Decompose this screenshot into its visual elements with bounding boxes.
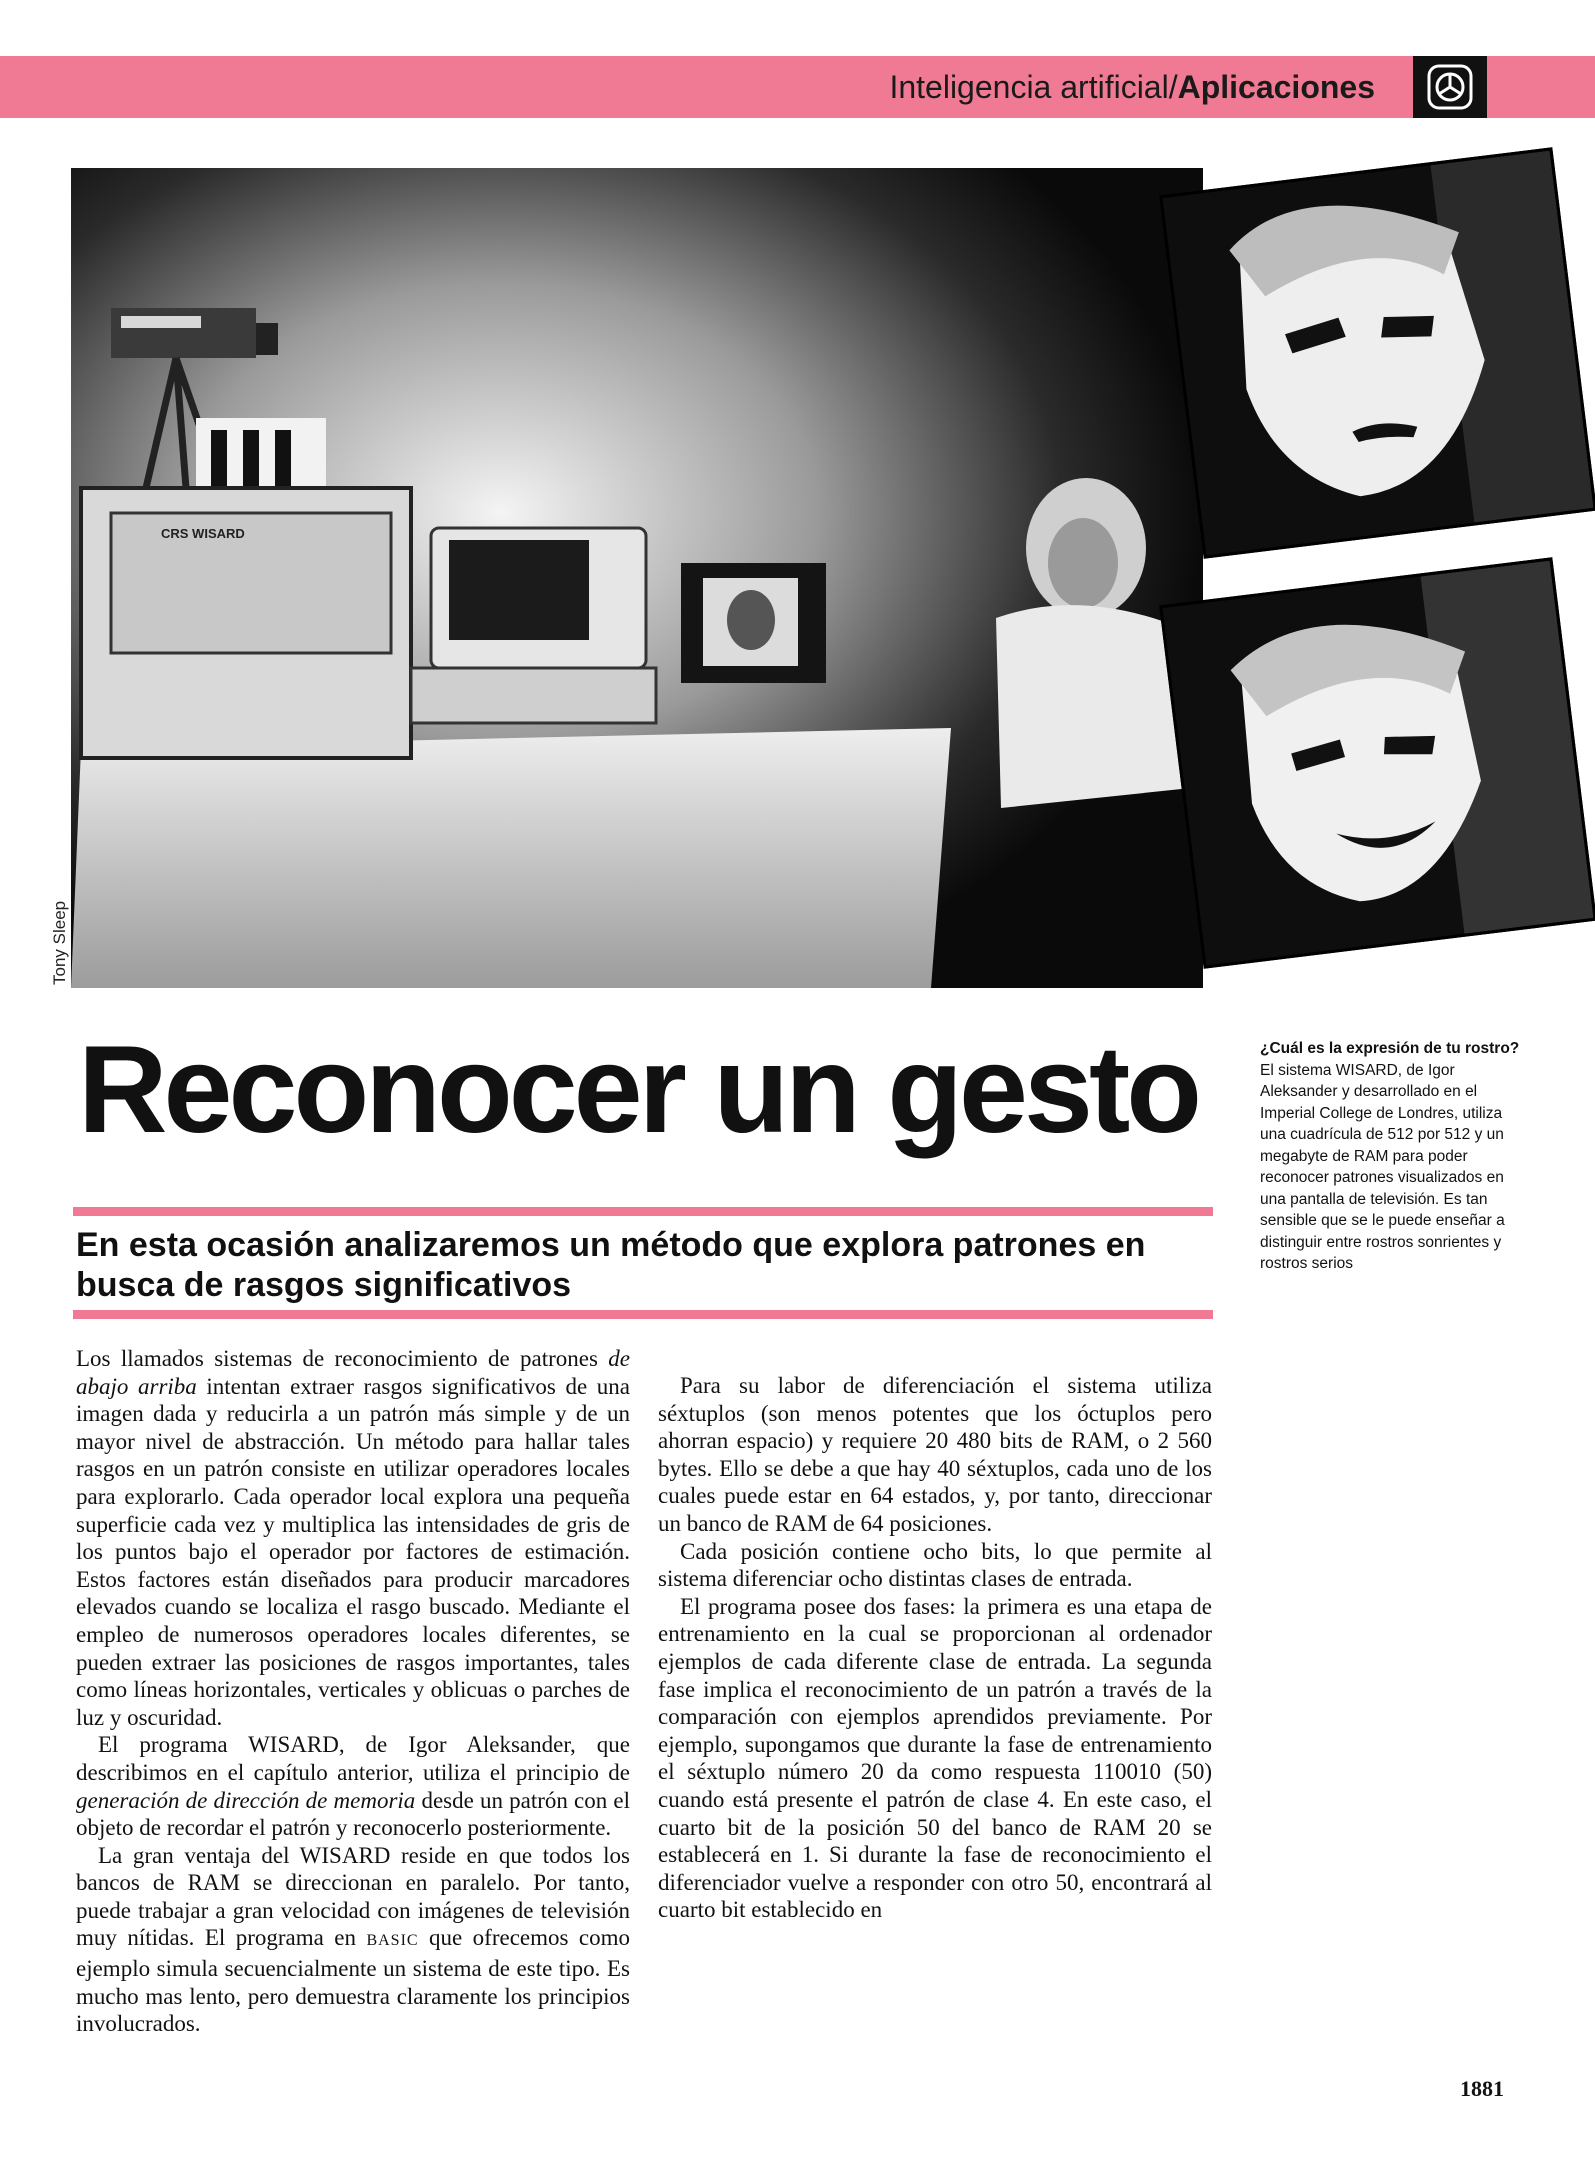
body-paragraph-1: Los llamados sistemas de reconocimiento de patrones de abajo arriba intentan extraer rasgos significativos de una imagen dada y reducirla a un patrón más simple y de un mayor nivel de abstracción. Un método para hallar tales rasgos en un patrón consiste en utilizar operadores locales para explorarlo. Cada operador local explora una pequeña superficie cada vez y multiplica las intensidades de gris de los puntos bajo el operador por factores de estimación. Estos factores están diseñados para producir marcadores elevados cuando se localiza el rasgo buscado. Mediante el empleo de numerosos operadores locales diferentes, se pueden extraer las posiciones de rasgos importantes, tales como líneas horizontales, verticales y oblicuas o parches de luz y oscuridad.	[76, 1346, 630, 1730]
section-name: Inteligencia artificial/	[889, 69, 1178, 105]
body-paragraph-3: La gran ventaja del WISARD reside en que todos los bancos de RAM se direccionan en paralelo. Por tanto, puede trabajar a gran velocidad con imágenes de televisión muy nítidas. El programa en BASIC que ofrecemos como ejemplo simula secuencialmente un sistema de este tipo. Es mucho mas lento, pero demuestra claramente los principios involucrados.	[76, 1842, 630, 2037]
photo-credit: Tony Sleep	[50, 900, 69, 985]
body-paragraph-4: Para su labor de diferenciación el sistema utiliza séxtuplos (son menos potentes que los óctuplos pero ahorran espacio) y requiere 20 480 bits de RAM, o 2 560 bytes. Ello se debe a que hay 40 séxtuplos, cada uno de los cuales puede estar en 64 estados, y, por tanto, direccionar un banco de RAM de 64 posiciones.	[658, 1373, 1212, 1536]
article-subtitle: En esta ocasión analizaremos un método que explora patrones en busca de rasgos significativos	[76, 1226, 1146, 1304]
photo-caption	[1260, 1038, 1520, 1275]
body-paragraph-6: El programa posee dos fases: la primera es una etapa de entrenamiento en la cual se proporcionan al ordenador ejemplos de cada diferente clase de entrada. La segunda fase implica el reconocimiento de un patrón a través de la comparación con ejemplos aprendidos previamente. Por ejemplo, supongamos que durante la fase de entrenamiento el séxtuplo número 20 da como respuesta 110010 (50) cuando está presente el patrón de clase 4. En este caso, el cuarto bit de la posición 50 del banco de RAM 20 se establecerá en 1. Si durante la fase de reconocimiento el diferenciador vuelve a responder con otro 50, encontrará al cuarto bit establecido en	[658, 1593, 1212, 1923]
body-paragraph-5: Cada posición contiene ocho bits, lo que permite al sistema diferenciar ocho distintas clases de entrada.	[658, 1538, 1212, 1592]
body-column-right	[658, 1372, 1212, 1924]
subsection-name: Aplicaciones	[1177, 69, 1375, 105]
face-photo-bottom	[1159, 557, 1595, 969]
body-column-left	[76, 1345, 630, 2038]
term-basic: BASIC	[366, 1932, 419, 1950]
svg-text:CRS WISARD: CRS WISARD	[161, 526, 245, 541]
pink-rule-bottom	[73, 1310, 1213, 1319]
caption-body: El sistema WISARD, de Igor Aleksander y desarrollado en el Imperial College de Londres, utiliza una cuadrícula de 512 por 512 y un megabyte de RAM para poder reconocer patrones visualizados en una pantalla de televisión. Es tan sensible que se le puede enseñar a distinguir entre rostros sonrientes y rostros serios	[1260, 1061, 1505, 1272]
term-generacion-direccion: generación de dirección de memoria	[76, 1787, 416, 1813]
article-title: Reconocer un gesto	[78, 1021, 1198, 1159]
section-header	[889, 62, 1375, 112]
section-logo-icon	[1413, 56, 1487, 118]
page-number: 1881	[1460, 2076, 1504, 2101]
face-photo-top	[1159, 147, 1595, 559]
body-paragraph-2: El programa WISARD, de Igor Aleksander, que describimos en el capítulo anterior, utiliza el principio de generación de dirección de memoria desde un patrón con el objeto de recordar el patrón y reconocerlo posteriormente.	[76, 1732, 630, 1841]
main-photo	[71, 168, 1203, 988]
pink-rule-top	[73, 1207, 1213, 1216]
term-abajo-arriba: de abajo arriba	[76, 1346, 630, 1399]
caption-title: ¿Cuál es la expresión de tu rostro?	[1260, 1040, 1520, 1057]
